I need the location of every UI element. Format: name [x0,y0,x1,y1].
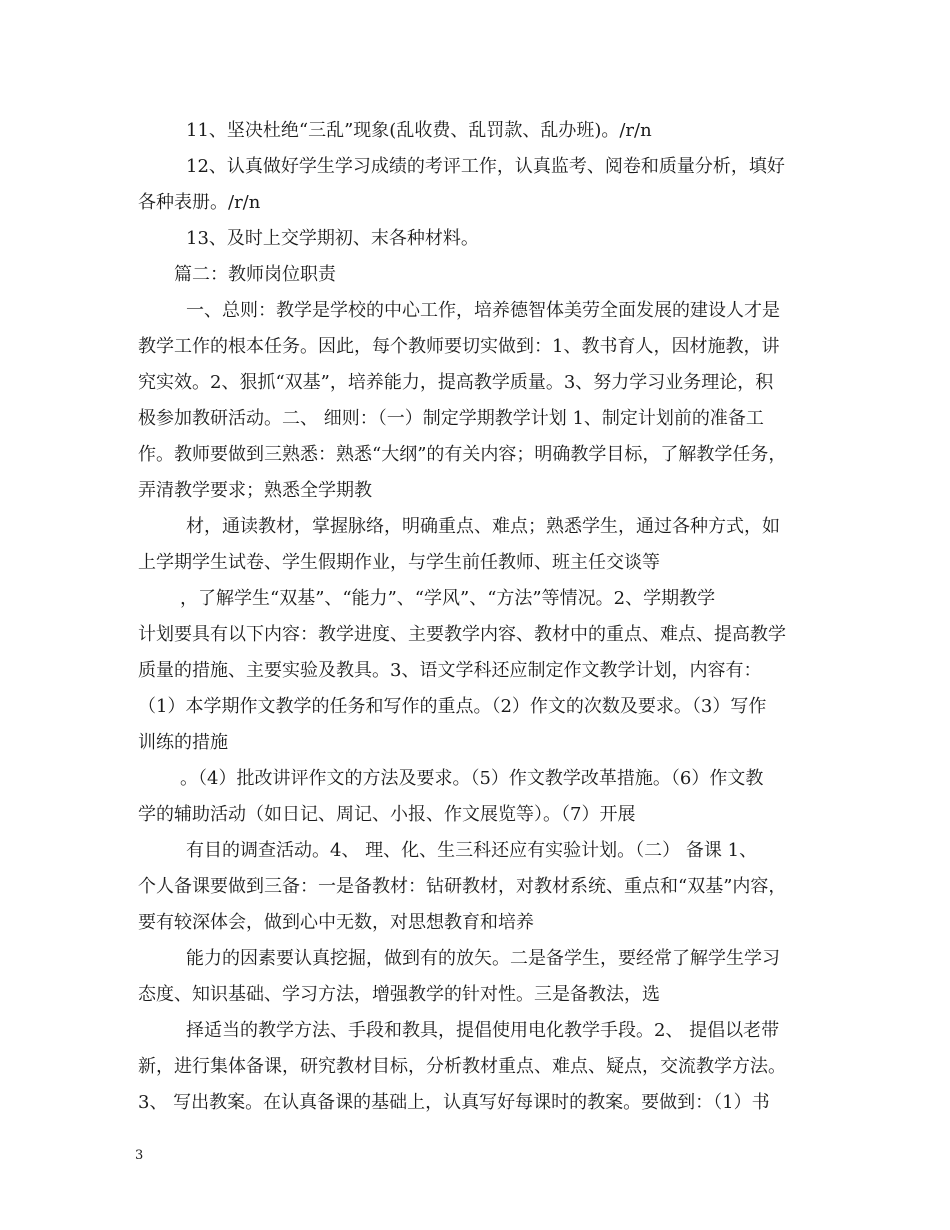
text-line: ，了解学生“双基”、“能力”、“学风”、“方法”等情况。2、学期教学 [180,588,716,609]
text-line: 作。教师要做到三熟悉：熟悉“大纲”的有关内容；明确教学目标，了解教学任务， [138,444,787,465]
text-line: 态度、知识基础、学习方法，增强教学的针对性。三是备教法，选 [138,984,660,1005]
text-line: 弄清教学要求；熟悉全学期教 [138,480,372,501]
text-line: 上学期学生试卷、学生假期作业，与学生前任教师、班主任交谈等 [138,552,660,573]
page-number: 3 [135,1148,144,1163]
text-line: 教学工作的根本任务。因此，每个教师要切实做到：1、教书育人，因材施教，讲 [138,336,780,357]
text-line: 材，通读教材，掌握脉络，明确重点、难点；熟悉学生，通过各种方式，如 [186,516,780,537]
text-line: 新，进行集体备课，研究教材目标，分析教材重点、难点、疑点，交流教学方法。 [138,1056,786,1077]
text-line: 11、坚决杜绝“三乱”现象(乱收费、乱罚款、乱办班)。/r/n [186,120,652,141]
text-line: 。（4）批改讲评作文的方法及要求。（5）作文教学改革措施。（6）作文教 [180,768,764,789]
text-line: 12、认真做好学生学习成绩的考评工作，认真监考、阅卷和质量分析，填好 [186,156,785,177]
text-line: 13、及时上交学期初、末各种材料。 [186,228,479,249]
text-line: 质量的措施、主要实验及教具。3、语文学科还应制定作文教学计划，内容有： [138,660,762,681]
section-heading: 篇二：教师岗位职责 [174,264,336,285]
text-line: 个人备课要做到三备：一是备教材：钻研教材，对教材系统、重点和“双基”内容， [138,876,787,897]
text-line: 有目的调查活动。4、 理、化、生三科还应有实验计划。（二） 备课 1、 [186,840,758,861]
text-line: 计划要具有以下内容：教学进度、主要教学内容、教材中的重点、难点、提高教学 [138,624,786,645]
text-line: 训练的措施 [138,732,228,753]
text-line: 要有较深体会，做到心中无数，对思想教育和培养 [138,912,534,933]
text-line: 一、总则：教学是学校的中心工作，培养德智体美劳全面发展的建设人才是 [186,300,780,321]
text-line: 择适当的教学方法、手段和教具，提倡使用电化教学手段。2、 提倡以老带 [186,1020,780,1041]
text-line: 3、 写出教案。在认真备课的基础上，认真写好每课时的教案。要做到：（1）书 [138,1092,770,1113]
text-line: 极参加教研活动。二、 细则：（一）制定学期教学计划 1、制定计划前的准备工 [138,408,764,429]
text-line: 各种表册。/r/n [138,192,261,213]
text-line: 能力的因素要认真挖掘，做到有的放矢。二是备学生，要经常了解学生学习 [186,948,780,969]
text-line: 学的辅助活动（如日记、周记、小报、作文展览等）。（7）开展 [138,804,636,825]
text-line: （1）本学期作文教学的任务和写作的重点。（2）作文的次数及要求。（3）写作 [138,696,767,717]
text-line: 究实效。2、狠抓“双基”，培养能力，提高教学质量。3、努力学习业务理论，积 [138,372,774,393]
